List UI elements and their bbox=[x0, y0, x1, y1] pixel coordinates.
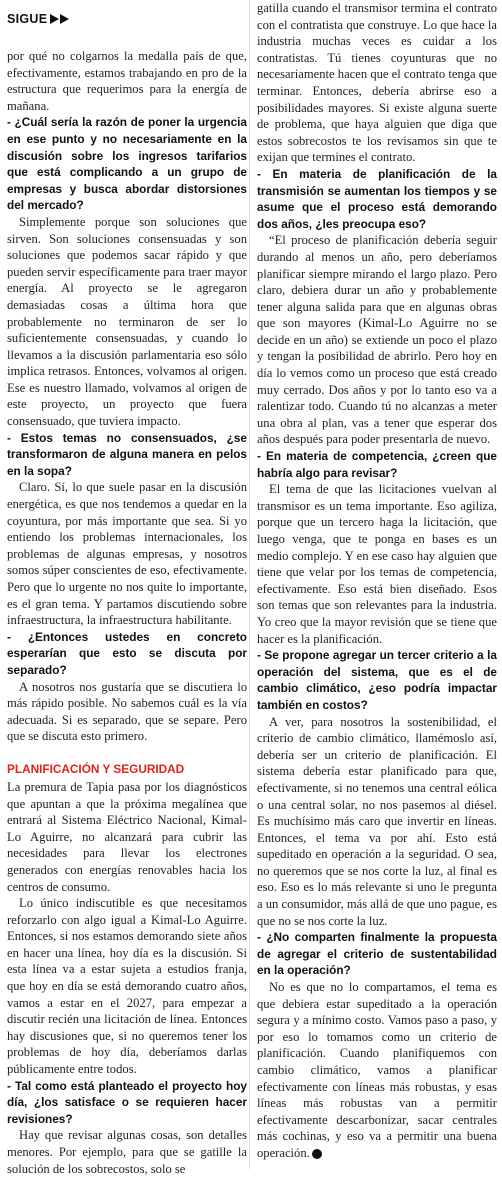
interview-answer: A ver, para nosotros la sostenibilidad, el criterio de cambio climático, llamémoslo así, debería ser un criterio de planificación. El sistema debería estar planificado para que, efectivamente, si no tenemos una central eólica o una central solar, no nos pasemos al diésel. Es muchísimo más caro que invertir en líneas. Entonces, el tema va por ahí. Esto está supeditado en operación a la seguridad. O sea, no queremos que se nos corte la luz, al final es eso. Eso es lo más relevante si uno le pregunta a un consumidor, más allá de que uno pague, es que no se nos corte la luz. bbox=[257, 714, 497, 928]
interview-answer: Hay que revisar algunas cosas, son detalles menores. Por ejemplo, para que se gatille la solución de los sobrecostos, solo se bbox=[7, 1128, 247, 1176]
interview-answer: El tema de que las licitaciones vuelvan al transmisor es un tema importante. Eso agiliza, porque que un tercero haga la licitación, que luego venga, que te ponga en bases es un medio complejo. Y en ese caso hay alguien que tiene que velar por los temas de competencia, efectivamente. Eso está bien diseñado. Esos son temas que son relevantes para la industria. Yo creo que la mayor revisión que se tiene que hacer es la planificación. bbox=[257, 482, 497, 646]
interview-question: - ¿No comparten finalmente la propuesta de agregar el criterio de sustentabilidad en la operación? bbox=[257, 930, 497, 978]
interview-question: - Tal como está planteado el proyecto hoy día, ¿los satisface o se requieren hacer revisiones? bbox=[7, 1078, 247, 1126]
interview-question: - En materia de planificación de la transmisión se aumentan los tiempos y se asume que el proceso está demorando dos años, ¿les preocupa eso? bbox=[257, 166, 497, 231]
double-arrow-icon bbox=[50, 14, 70, 24]
paragraph: por qué no colgarnos la medalla país de que, efectivamente, estamos trabajando en pro de la estructura que requerimos para la energía de mañana. bbox=[7, 49, 247, 113]
interview-answer bbox=[257, 979, 497, 1162]
left-column bbox=[7, 0, 247, 1177]
interview-question: - Estos temas no consensuados, ¿se transformaron de alguna manera en pelos en la sopa? bbox=[7, 430, 247, 478]
continue-label: SIGUE bbox=[7, 12, 48, 26]
answer-text: No es que no lo compartamos, el tema es que debiera estar supeditado a la operación segura y a mínimo costo. Vamos paso a paso, y por eso lo tomamos como un criterio de planificación. Cuando planifiquemos con cambio climático, vamos a planificar efectivamente con líneas más robustas, y esas líneas más robustas van a permitir efectivamente descarbonizar, sacar centrales más cochinas, y eso va a permitir una buena operación. bbox=[257, 980, 497, 1160]
interview-answer: A nosotros nos gustaría que se discutiera lo más rápido posible. No sabemos cuál es la vía adecuada. Si es separado, que se separe. Pero que se discuta esto primero. bbox=[7, 679, 247, 744]
interview-question: - En materia de competencia, ¿creen que habría algo para revisar? bbox=[257, 449, 497, 480]
section-heading: PLANIFICACIÓN Y SEGURIDAD bbox=[7, 761, 185, 776]
interview-question: - ¿Cuál sería la razón de poner la urgencia en ese punto y no necesariamente en la discusión sobre los ingresos tarifarios que está complicando a un grupo de empresas y busca abordar distorsiones del mercado? bbox=[7, 115, 247, 213]
interview-answer: “El proceso de planificación debería seguir durando al menos un año, pero deberíamos planificar siempre mirando el largo plazo. Pero claro, debiera durar un año y probablemente tener alguna salida para que en algunas obras que son mayores (Kimal-Lo Aguirre no se decide en un año) se extiende un poco el plazo y tengan la posibilidad de abrirlo. Pero hoy en día lo vemos como un proceso que está creado muy cerrado. Dos años y por lo tanto eso va a ralentizar todo. Cuando tú no alcanzas a meter una obra al plan, vas a tener que esperar dos años después para poder presentarla de nuevo. bbox=[257, 233, 497, 447]
column-divider bbox=[249, 0, 250, 1169]
right-column bbox=[257, 0, 497, 1162]
interview-answer: Simplemente porque son soluciones que sirven. Son soluciones consensuadas y son soluciones que podemos sacar rápido y que pueden servir específicamente para traer mayor energía. Al proyecto se le agregaron demasiadas cosas a última hora que probablemente no terminaron de ser lo suficientemente consensuadas, y cuando lo llevamos a la discusión parlamentaria eso sólo implica retrasos. Entonces, volvamos al origen. Ese es nuestro llamado, volvamos al origen de este proyecto, un proyecto que fuera consensuado, que tuviera impacto. bbox=[7, 214, 247, 429]
paragraph: Lo único indiscutible es que necesitamos reforzarlo con algo igual a Kimal-Lo Aguirre. Entonces, si nos estamos demorando siete años en hacer una línea, hoy día es la discusión. Si esta línea va a estar sujeta a estudios franja, que hoy en día se está demorando cuatro años, vamos a estar en el 2027, para empezar a discutir recién una licitación de línea. Entonces hay discusiones que, si no queremos tener los problemas de hoy día, deberíamos darlas públicamente entre todos. bbox=[7, 896, 247, 1077]
interview-question: - Se propone agregar un tercer criterio a la operación del sistema, que es el de cambio climático, ¿eso podría impactar también en costos? bbox=[257, 648, 497, 712]
continue-header bbox=[7, 8, 247, 30]
interview-answer: Claro. Sí, lo que suele pasar en la discusión energética, es que nos tendemos a quedar en la coyuntura, por más importante que sea. Si yo entiendo los problemas internacionales, los problemas de algunas empresas, y nosotros somos súper conscientes de eso, efectivamente. Pero que lo urgente no nos quite lo importante, es el gran tema. Y partamos discutiendo sobre infraestructura, la infraestructura habilitante. bbox=[7, 480, 247, 628]
paragraph: gatilla cuando el transmisor termina el contrato con el contratista que construye. Lo que hace la industria muchas veces es cuidar a los contratistas. Tú tienes coyunturas que no necesariamente hacen que el contrato tenga que terminar. Entonces, debería abrirse eso a posibilidades mayores. Si existe alguna suerte de problema, que haya alguien que diga que estos sobrecostos te los revisamos sin que te exijan que termines el contrato. bbox=[257, 1, 497, 165]
interview-question: - ¿Entonces ustedes en concreto esperarían que esto se discuta por separado? bbox=[7, 629, 247, 677]
paragraph: La premura de Tapia pasa por los diagnósticos que apuntan a que la próxima megalínea que entrará al Sistema Eléctrico Nacional, Kimal-Lo Aguirre, no alcanzará para cubrir las necesidades para llevar los electrones generados con energías renovables hacia los centros de consumo. bbox=[7, 779, 247, 894]
end-of-article-icon: P bbox=[312, 1149, 322, 1159]
